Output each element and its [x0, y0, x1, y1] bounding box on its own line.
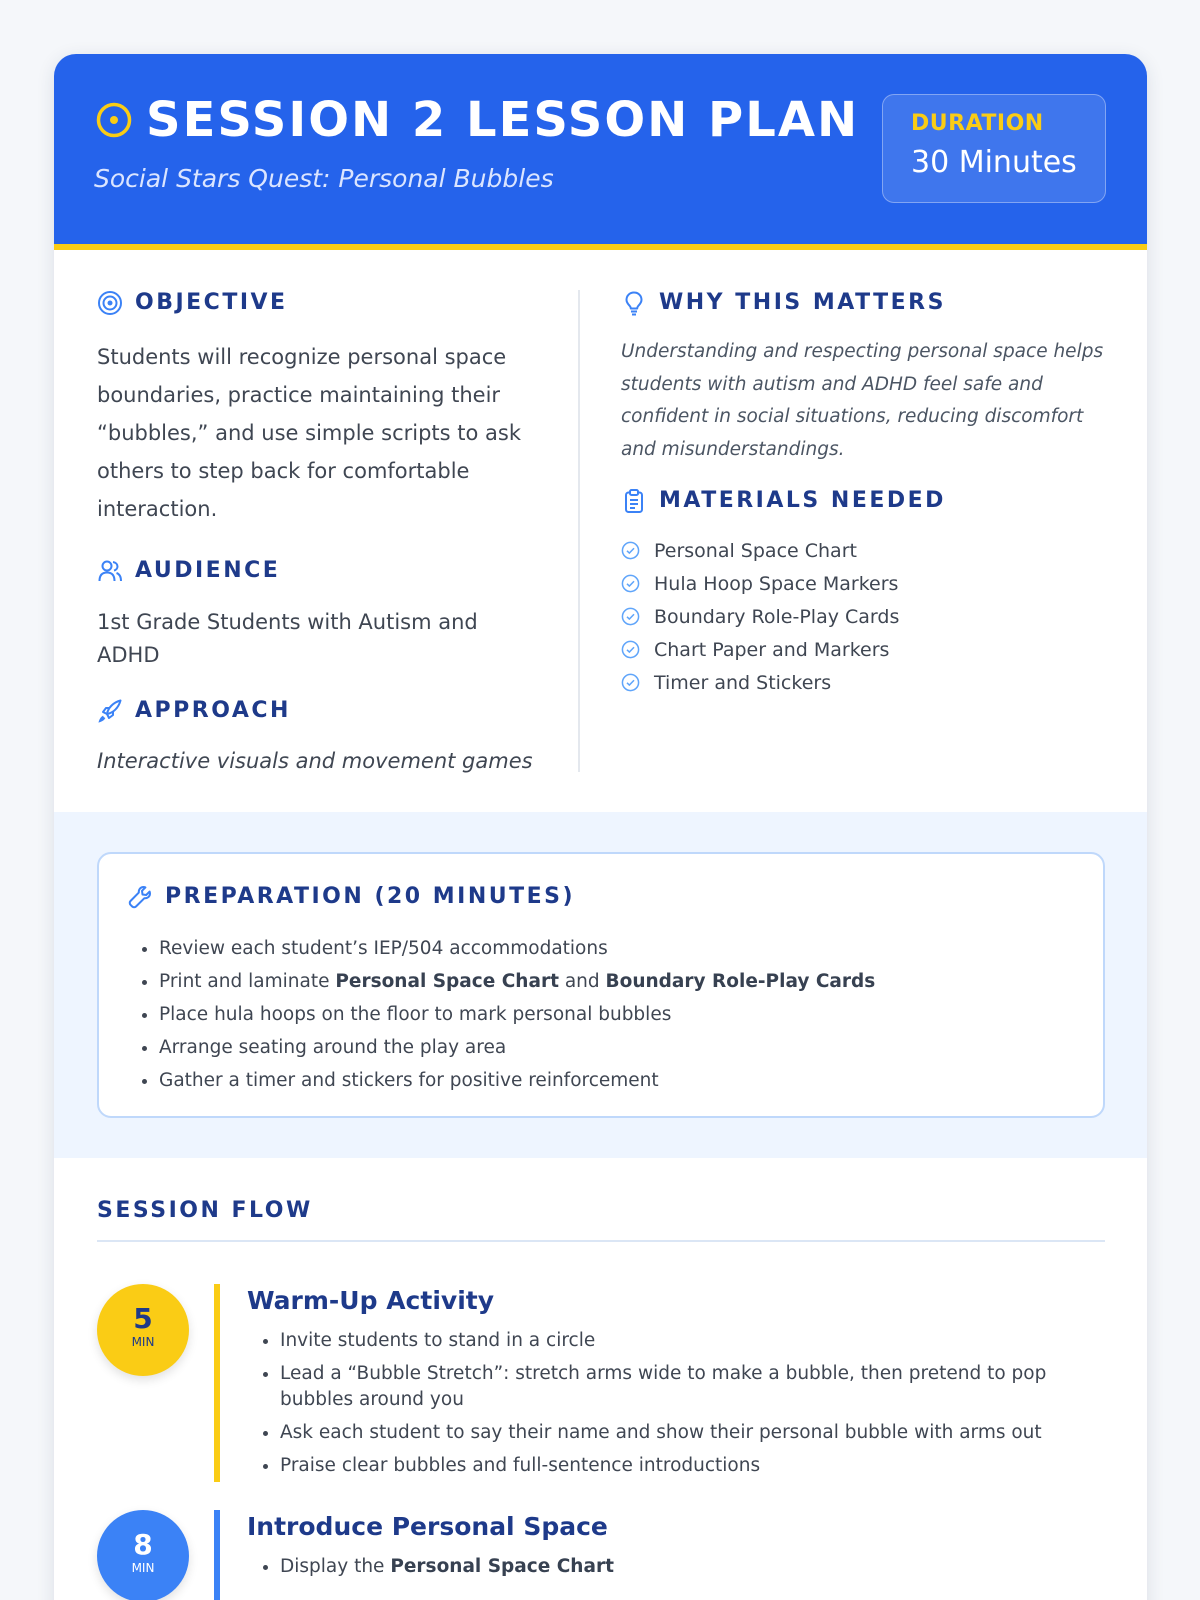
- prep-bold: Personal Space Chart: [335, 971, 559, 992]
- duration-label: DURATION: [911, 111, 1044, 136]
- list-item: • Lead a “Bubble Stretch”: stretch arms wide to make a bubble, then pretend to pop bubbles around you: [280, 1361, 1090, 1413]
- step-list: [280, 1554, 1090, 1587]
- page-title: SESSION 2 LESSON PLAN: [146, 92, 860, 148]
- lightbulb-icon: [621, 290, 647, 316]
- preparation-list: [159, 932, 1059, 1097]
- list-item: [159, 932, 1059, 965]
- users-icon: [97, 558, 123, 584]
- page-subtitle: Social Stars Quest: Personal Bubbles: [94, 164, 554, 193]
- step-bold: Personal Space Chart: [390, 1556, 614, 1577]
- session-flow-title: SESSION FLOW: [97, 1198, 313, 1223]
- flow-step-warm-up: [97, 1284, 1105, 1482]
- why-title: WHY THIS MATTERS: [659, 290, 946, 315]
- prep-bold: Boundary Role-Play Cards: [605, 971, 876, 992]
- list-item: [159, 998, 1059, 1031]
- check-circle-icon: [621, 607, 640, 626]
- objective-heading: [97, 288, 288, 318]
- flow-step-introduce: [97, 1510, 1105, 1600]
- material-label: Boundary Role-Play Cards: [654, 605, 900, 628]
- list-item: • Invite students to stand in a circle: [280, 1328, 1090, 1354]
- objective-text: Students will recognize personal space boundaries, practice maintaining their “bubbles,” and use simple scripts to ask others to step back for comfortable interaction.: [97, 345, 521, 521]
- list-item: • Praise clear bubbles and full-sentence introductions: [280, 1453, 1090, 1479]
- target-dot-icon: [94, 100, 134, 140]
- minutes-badge: [97, 1284, 189, 1376]
- step-text: Display the: [280, 1556, 391, 1577]
- why-heading: [621, 288, 946, 318]
- preparation-box: [97, 852, 1105, 1118]
- prep-text: Arrange seating around the play area: [159, 1037, 507, 1058]
- prep-text: Print and laminate: [159, 971, 336, 992]
- title-row: [94, 92, 859, 148]
- prep-text: and: [558, 971, 606, 992]
- minutes-value: 8: [133, 1528, 153, 1561]
- list-item: [621, 633, 899, 666]
- session-flow-section: [54, 1158, 1147, 1600]
- session-flow-divider: [97, 1240, 1105, 1242]
- minutes-badge: [97, 1510, 189, 1600]
- materials-list: [621, 534, 899, 699]
- minutes-value: 5: [133, 1302, 153, 1335]
- list-item: • Ask each student to say their name and show their personal bubble with arms out: [280, 1420, 1090, 1446]
- column-divider: [578, 290, 580, 772]
- lesson-plan-card: [54, 54, 1147, 1600]
- material-label: Hula Hoop Space Markers: [654, 572, 899, 595]
- list-item: [280, 1554, 1090, 1580]
- preparation-heading: [127, 882, 575, 912]
- prep-text: Place hula hoops on the floor to mark personal bubbles: [159, 1004, 672, 1025]
- rocket-icon: [97, 698, 123, 724]
- materials-heading: [621, 486, 946, 516]
- approach-title: APPROACH: [135, 698, 291, 723]
- list-item: [159, 965, 1059, 998]
- objective-title: OBJECTIVE: [135, 290, 288, 315]
- material-label: Personal Space Chart: [654, 539, 857, 562]
- prep-text: Review each student’s IEP/504 accommodations: [159, 938, 608, 959]
- step-title: Warm-Up Activity: [247, 1286, 495, 1315]
- check-circle-icon: [621, 673, 640, 692]
- audience-heading: [97, 556, 280, 586]
- target-icon: [97, 290, 123, 316]
- preparation-title: PREPARATION (20 MINUTES): [165, 884, 576, 909]
- step-accent-bar: [214, 1510, 220, 1600]
- minutes-unit: MIN: [131, 1561, 155, 1575]
- duration-value: 30 Minutes: [911, 145, 1077, 180]
- list-item: [159, 1031, 1059, 1064]
- header: [54, 54, 1147, 250]
- wrench-icon: [127, 884, 153, 910]
- preparation-section: [54, 812, 1147, 1158]
- check-circle-icon: [621, 541, 640, 560]
- audience-text: 1st Grade Students with Autism and ADHD: [97, 610, 478, 667]
- approach-heading: [97, 696, 291, 726]
- approach-text: Interactive visuals and movement games: [97, 749, 533, 773]
- duration-badge: [882, 94, 1106, 203]
- materials-title: MATERIALS NEEDED: [659, 488, 946, 513]
- step-title: Introduce Personal Space: [247, 1512, 608, 1541]
- prep-text: Gather a timer and stickers for positive reinforcement: [159, 1070, 659, 1091]
- list-item: [159, 1064, 1059, 1097]
- info-section: [54, 250, 1147, 812]
- audience-title: AUDIENCE: [135, 558, 281, 583]
- list-item: [621, 534, 899, 567]
- step-accent-bar: [214, 1284, 220, 1482]
- minutes-unit: MIN: [131, 1335, 155, 1349]
- clipboard-icon: [621, 488, 647, 514]
- list-item: [621, 567, 899, 600]
- why-text: Understanding and respecting personal space helps students with autism and ADHD feel safe and confident in social situations, reducing discomfort and misunderstandings.: [621, 341, 1104, 460]
- material-label: Timer and Stickers: [654, 671, 832, 694]
- check-circle-icon: [621, 574, 640, 593]
- material-label: Chart Paper and Markers: [654, 638, 890, 661]
- list-item: [621, 666, 899, 699]
- step-list: [280, 1328, 1090, 1486]
- check-circle-icon: [621, 640, 640, 659]
- list-item: [621, 600, 899, 633]
